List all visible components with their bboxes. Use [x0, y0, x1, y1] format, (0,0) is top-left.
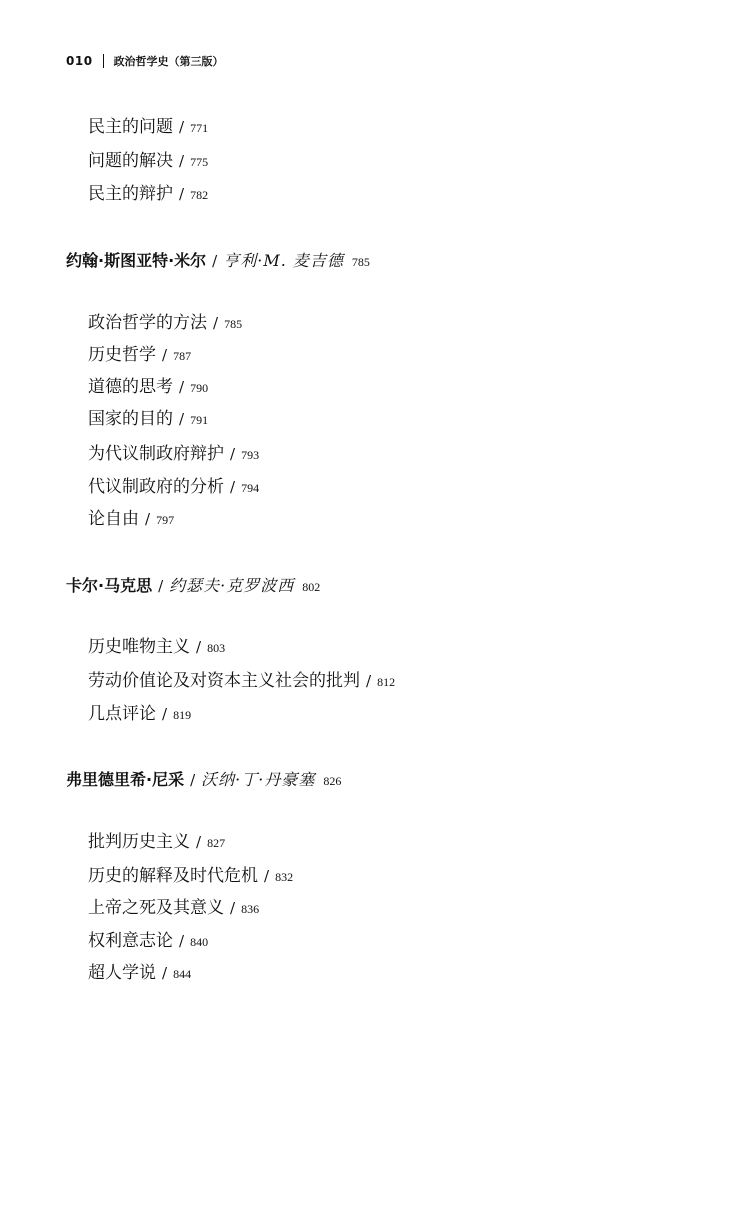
chapter-page: 826 [323, 774, 342, 788]
toc-entry-title: 历史的解释及时代危机 [88, 866, 258, 886]
toc-entry-page: 794 [241, 481, 260, 495]
toc-entry-page: 797 [156, 513, 175, 527]
toc-separator: / [230, 899, 236, 917]
toc-entry-title: 劳动价值论及对资本主义社会的批判 [88, 671, 360, 691]
toc-entry-title: 历史哲学 [88, 345, 156, 365]
chapter-author: 约瑟夫·克罗波西 [169, 576, 295, 595]
toc-entry-page: 840 [190, 935, 209, 949]
toc-separator: / [145, 510, 151, 528]
toc-entry [88, 703, 191, 726]
toc-entry-page: 787 [173, 349, 192, 363]
toc-separator: / [190, 771, 196, 789]
toc-entry [88, 376, 208, 399]
toc-entry [88, 670, 395, 693]
toc-entry-title: 民主的辩护 [88, 184, 173, 204]
chapter-title: 约翰·斯图亚特·米尔 [66, 251, 207, 270]
running-header [66, 52, 224, 70]
toc-entry-page: 844 [173, 967, 192, 981]
toc-entry [88, 897, 259, 920]
toc-entry-page: 775 [190, 155, 209, 169]
chapter-author: 沃纳·丁·丹豪塞 [201, 770, 316, 789]
toc-entry [88, 183, 208, 206]
toc-entry-title: 论自由 [88, 509, 139, 529]
toc-entry-page: 785 [224, 317, 243, 331]
toc-entry-title: 历史唯物主义 [88, 637, 190, 657]
toc-entry [88, 312, 242, 335]
toc-entry-title: 批判历史主义 [88, 832, 190, 852]
toc-entry-page: 782 [190, 188, 209, 202]
toc-entry-page: 827 [207, 836, 226, 850]
chapter-heading [66, 769, 341, 792]
toc-entry-page: 832 [275, 870, 294, 884]
toc-entry [88, 636, 225, 659]
chapter-page: 785 [351, 255, 370, 269]
toc-separator: / [179, 410, 185, 428]
toc-entry-title: 国家的目的 [88, 409, 173, 429]
chapter-heading [66, 575, 320, 598]
toc-entry [88, 831, 225, 854]
chapter-title: 卡尔·马克思 [66, 576, 153, 595]
toc-entry [88, 344, 191, 367]
toc-entry-title: 道德的思考 [88, 377, 173, 397]
toc-separator: / [179, 152, 185, 170]
chapter-author: 亨利·M. 麦吉德 [223, 251, 344, 270]
toc-entry-page: 793 [241, 448, 260, 462]
toc-separator: / [264, 867, 270, 885]
toc-entry [88, 443, 259, 466]
page-number: 010 [66, 54, 93, 68]
toc-separator: / [179, 378, 185, 396]
toc-separator: / [162, 964, 168, 982]
toc-entry [88, 508, 174, 531]
chapter-page: 802 [302, 580, 321, 594]
toc-entry-title: 几点评论 [88, 704, 156, 724]
toc-entry-title: 上帝之死及其意义 [88, 898, 224, 918]
toc-entry [88, 930, 208, 953]
header-divider [103, 54, 104, 68]
toc-entry-title: 超人学说 [88, 963, 156, 983]
toc-entry [88, 408, 208, 431]
toc-separator: / [212, 252, 218, 270]
chapter-heading [66, 250, 370, 273]
toc-entry-title: 民主的问题 [88, 117, 173, 137]
toc-entry [88, 116, 208, 139]
toc-separator: / [158, 577, 164, 595]
book-title: 政治哲学史（第三版） [113, 55, 224, 68]
toc-separator: / [196, 833, 202, 851]
toc-entry-page: 819 [173, 708, 192, 722]
toc-entry-page: 812 [377, 675, 396, 689]
toc-entry-title: 权利意志论 [88, 931, 173, 951]
toc-entry [88, 865, 293, 888]
toc-entry-title: 代议制政府的分析 [88, 477, 224, 497]
toc-entry-page: 803 [207, 641, 226, 655]
toc-separator: / [213, 314, 219, 332]
toc-entry-page: 771 [190, 121, 209, 135]
toc-separator: / [179, 932, 185, 950]
toc-entry-page: 791 [190, 413, 209, 427]
toc-separator: / [162, 346, 168, 364]
toc-separator: / [179, 185, 185, 203]
toc-separator: / [230, 445, 236, 463]
toc-entry [88, 150, 208, 173]
toc-entry [88, 476, 259, 499]
toc-separator: / [196, 638, 202, 656]
toc-separator: / [162, 705, 168, 723]
toc-entry-title: 为代议制政府辩护 [88, 444, 224, 464]
toc-entry [88, 962, 191, 985]
chapter-title: 弗里德里希·尼采 [66, 770, 185, 789]
toc-entry-page: 836 [241, 902, 260, 916]
toc-separator: / [366, 672, 372, 690]
toc-separator: / [230, 478, 236, 496]
toc-entry-page: 790 [190, 381, 209, 395]
toc-entry-title: 问题的解决 [88, 151, 173, 171]
toc-separator: / [179, 118, 185, 136]
toc-entry-title: 政治哲学的方法 [88, 313, 207, 333]
